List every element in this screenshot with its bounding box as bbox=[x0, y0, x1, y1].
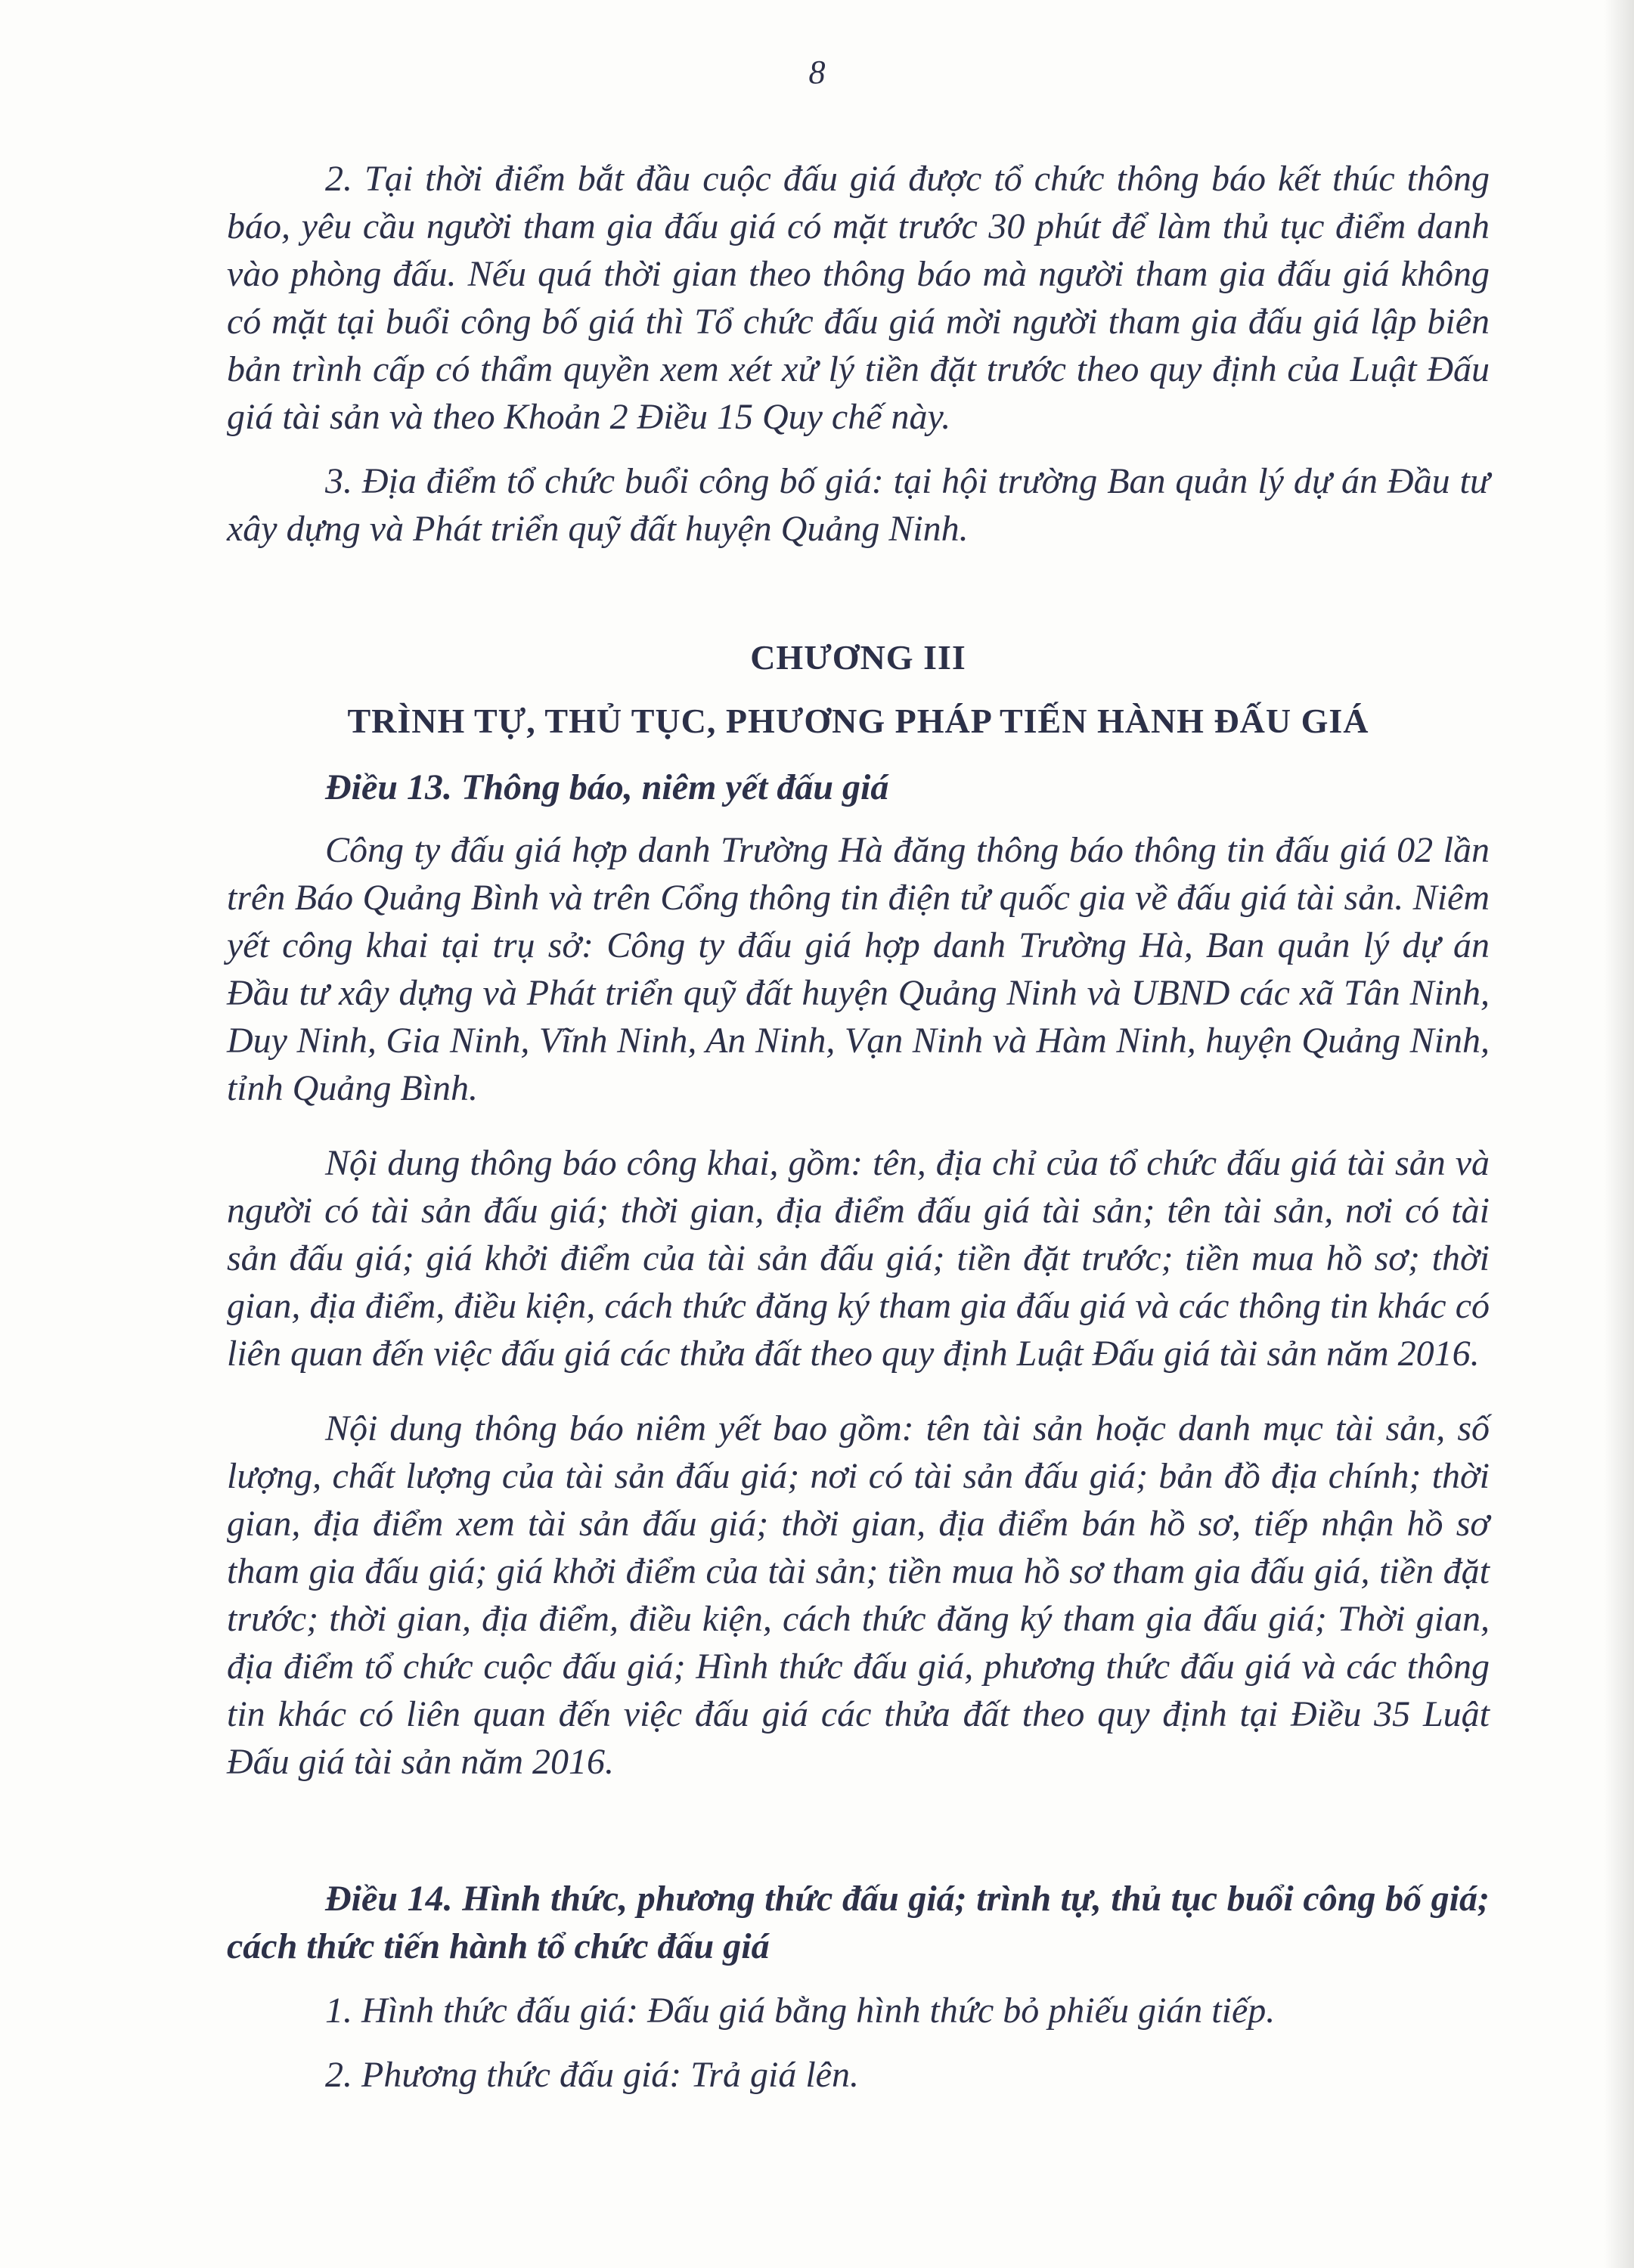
chapter-number: CHƯƠNG III bbox=[750, 638, 966, 677]
article-13-paragraph-1: Công ty đấu giá hợp danh Trường Hà đăng thông báo thông tin đấu giá 02 lần trên Báo Quảng Bình và trên Cổng thông tin điện tử quốc gia về đấu giá tài sản. Niêm yết công khai tại trụ sở: Công ty đấu giá hợp danh Trường Hà, Ban quản lý dự án Đầu tư xây dựng và Phát triển quỹ đất huyện Quảng Ninh và UBND các xã Tân Ninh, Duy Ninh, Gia Ninh, Vĩnh Ninh, An Ninh, Vạn Ninh và Hàm Ninh, huyện Quảng Ninh, tỉnh Quảng Bình. bbox=[227, 830, 1490, 1108]
article-13 bbox=[227, 764, 1490, 1786]
article-13-paragraph-2: Nội dung thông báo công khai, gồm: tên, địa chỉ của tổ chức đấu giá tài sản và người có tài sản đấu giá; thời gian, địa điểm đấu giá tài sản; tên tài sản, nơi có tài sản đấu giá; giá khởi điểm của tài sản đấu giá; tiền đặt trước; tiền mua hồ sơ; thời gian, địa điểm, điều kiện, cách thức đăng ký tham gia đấu giá và các thông tin khác có liên quan đến việc đấu giá các thửa đất theo quy định Luật Đấu giá tài sản năm 2016. bbox=[227, 1143, 1490, 1374]
article-14-item-2: 2. Phương thức đấu giá: Trả giá lên. bbox=[325, 2055, 859, 2095]
chapter-title: TRÌNH TỰ, THỦ TỤC, PHƯƠNG PHÁP TIẾN HÀNH ĐẤU GIÁ bbox=[347, 702, 1369, 740]
article-14-heading: Điều 14. Hình thức, phương thức đấu giá; trình tự, thủ tục buổi công bố giá; cách thức tiến hành tổ chức đấu giá bbox=[227, 1879, 1490, 1966]
top-section bbox=[227, 155, 1490, 553]
chapter-heading bbox=[227, 635, 1490, 744]
page-edge-shadow bbox=[1604, 0, 1634, 2268]
article-13-paragraph-3: Nội dung thông báo niêm yết bao gồm: tên tài sản hoặc danh mục tài sản, số lượng, chất lượng của tài sản đấu giá; nơi có tài sản đấu giá; bản đồ địa chính; thời gian, địa điểm xem tài sản đấu giá; thời gian, địa điểm bán hồ sơ, tiếp nhận hồ sơ tham gia đấu giá; giá khởi điểm của tài sản; tiền mua hồ sơ tham gia đấu giá, tiền đặt trước; thời gian, địa điểm, điều kiện, cách thức đăng ký tham gia đấu giá; Thời gian, địa điểm tổ chức cuộc đấu giá; Hình thức đấu giá, phương thức đấu giá và các thông tin khác có liên quan đến việc đấu giá các thửa đất theo quy định tại Điều 35 Luật Đấu giá tài sản năm 2016. bbox=[227, 1408, 1490, 1782]
paragraph-clause-2: 2. Tại thời điểm bắt đầu cuộc đấu giá được tổ chức thông báo kết thúc thông báo, yêu cầu người tham gia đấu giá có mặt trước 30 phút để làm thủ tục điểm danh vào phòng đấu. Nếu quá thời gian theo thông báo mà người tham gia đấu giá không có mặt tại buổi công bố giá thì Tổ chức đấu giá mời người tham gia đấu giá lập biên bản trình cấp có thẩm quyền xem xét xử lý tiền đặt trước theo quy định của Luật Đấu giá tài sản và theo Khoản 2 Điều 15 Quy chế này. bbox=[227, 159, 1490, 437]
article-14-item-1: 1. Hình thức đấu giá: Đấu giá bằng hình thức bỏ phiếu gián tiếp. bbox=[325, 1991, 1276, 2031]
article-14 bbox=[227, 1875, 1490, 2099]
paragraph-clause-3: 3. Địa điểm tổ chức buổi công bố giá: tại hội trường Ban quản lý dự án Đầu tư xây dựng và Phát triển quỹ đất huyện Quảng Ninh. bbox=[227, 461, 1490, 549]
page-number: 8 bbox=[808, 54, 826, 91]
article-13-heading: Điều 13. Thông báo, niêm yết đấu giá bbox=[325, 767, 889, 807]
